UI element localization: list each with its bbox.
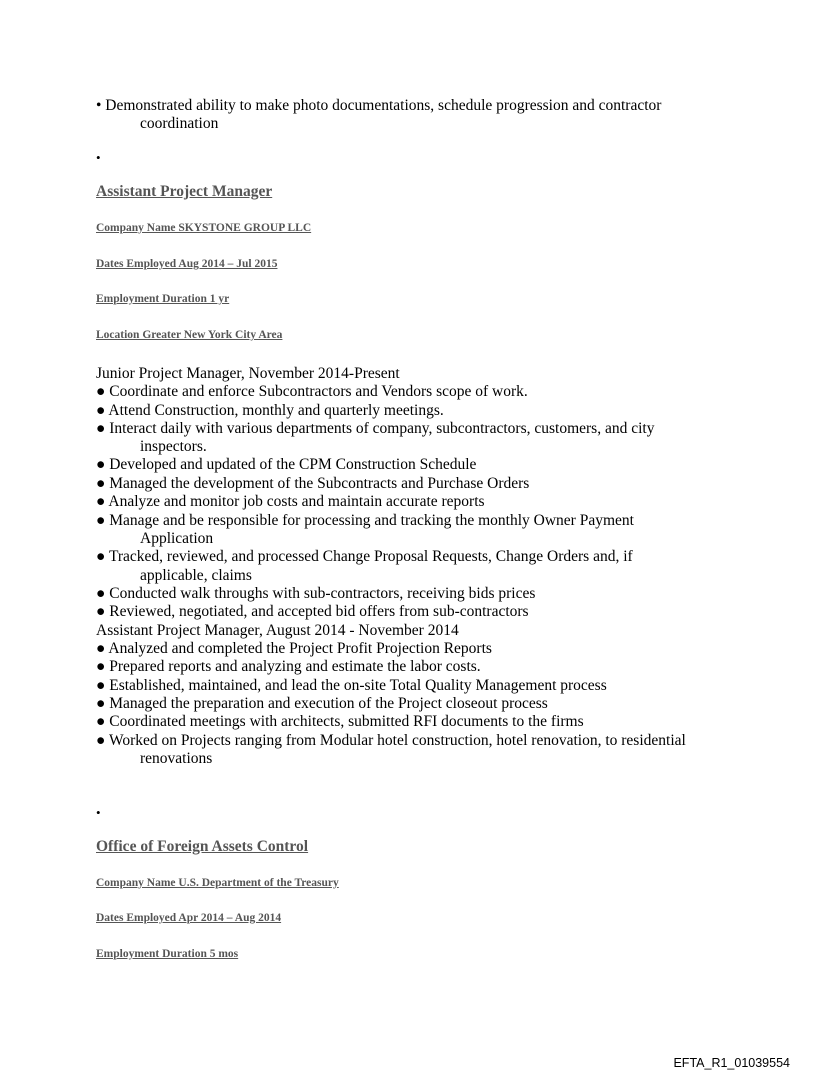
duty-item: ● Coordinated meetings with architects, submitted RFI documents to the firms bbox=[96, 713, 584, 730]
duty-item: ● Attend Construction, monthly and quarterly meetings. bbox=[96, 402, 444, 419]
dates-employed: Dates Employed Apr 2014 – Aug 2014 bbox=[96, 912, 282, 924]
role-heading: Junior Project Manager, November 2014-Present bbox=[96, 365, 400, 382]
duty-item: ● Analyze and monitor job costs and maintain accurate reports bbox=[96, 493, 485, 510]
duty-item: ● Coordinate and enforce Subcontractors and Vendors scope of work. bbox=[96, 383, 528, 400]
duty-item: ● Developed and updated of the CPM Construction Schedule bbox=[96, 456, 477, 473]
document-id: EFTA_R1_01039554 bbox=[673, 1056, 790, 1070]
dates-employed: Dates Employed Aug 2014 – Jul 2015 bbox=[96, 258, 278, 270]
duty-item-continuation: renovations bbox=[140, 750, 213, 767]
company-name: Company Name SKYSTONE GROUP LLC bbox=[96, 222, 312, 234]
duty-item: ● Managed the preparation and execution of the Project closeout process bbox=[96, 695, 548, 712]
employment-duration: Employment Duration 1 yr bbox=[96, 293, 230, 305]
company-name: Company Name U.S. Department of the Treasury bbox=[96, 877, 339, 889]
duty-item: ● Conducted walk throughs with sub-contractors, receiving bids prices bbox=[96, 585, 536, 602]
duty-item: ● Established, maintained, and lead the on-site Total Quality Management process bbox=[96, 677, 607, 694]
duty-item-continuation: applicable, claims bbox=[140, 567, 252, 584]
empty-bullet: • bbox=[96, 150, 101, 165]
duty-item: ● Analyzed and completed the Project Profit Projection Reports bbox=[96, 640, 492, 657]
duty-item: ● Prepared reports and analyzing and estimate the labor costs. bbox=[96, 658, 481, 675]
duty-item-continuation: inspectors. bbox=[140, 438, 207, 455]
duty-item: ● Reviewed, negotiated, and accepted bid offers from sub-contractors bbox=[96, 603, 529, 620]
duty-item: ● Worked on Projects ranging from Modular hotel construction, hotel renovation, to residential bbox=[96, 732, 686, 749]
duty-item: ● Manage and be responsible for processing and tracking the monthly Owner Payment bbox=[96, 512, 634, 529]
duty-item: ● Tracked, reviewed, and processed Change Proposal Requests, Change Orders and, if bbox=[96, 548, 633, 565]
employment-duration: Employment Duration 5 mos bbox=[96, 948, 239, 960]
job-title: Office of Foreign Assets Control bbox=[96, 838, 309, 855]
duty-item-continuation: Application bbox=[140, 530, 214, 547]
intro-bullet-line: • Demonstrated ability to make photo documentations, schedule progression and contractor bbox=[96, 97, 662, 114]
intro-bullet-continuation: coordination bbox=[140, 115, 219, 132]
job-title: Assistant Project Manager bbox=[96, 183, 273, 200]
duty-item: ● Interact daily with various departments of company, subcontractors, customers, and city bbox=[96, 420, 655, 437]
duty-item: ● Managed the development of the Subcontracts and Purchase Orders bbox=[96, 475, 530, 492]
empty-bullet: • bbox=[96, 805, 101, 820]
role-heading: Assistant Project Manager, August 2014 - November 2014 bbox=[96, 622, 459, 639]
location: Location Greater New York City Area bbox=[96, 329, 283, 341]
